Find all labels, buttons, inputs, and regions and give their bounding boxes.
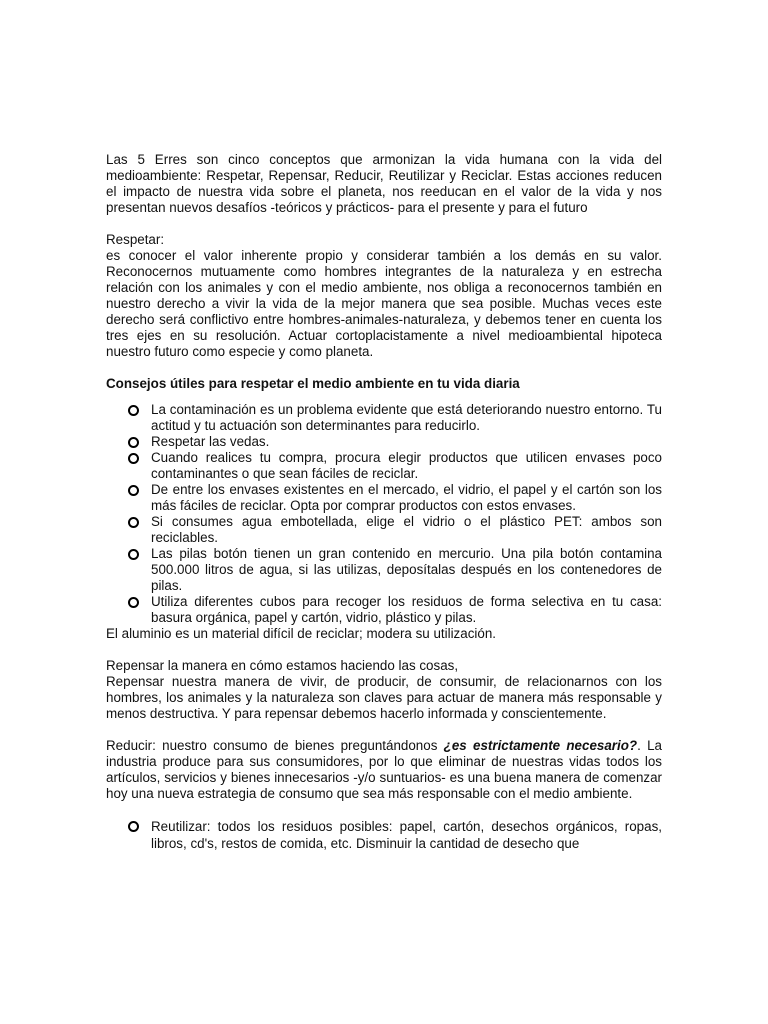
list-item: Respetar las vedas.	[106, 434, 662, 450]
consejos-heading: Consejos útiles para respetar el medio ambiente en tu vida diaria	[106, 376, 520, 391]
respetar-label: Respetar:	[106, 232, 165, 247]
circle-bullet-icon	[128, 549, 139, 560]
circle-bullet-icon	[128, 405, 139, 416]
list-item: Reutilizar: todos los residuos posibles: papel, cartón, desechos orgánicos, ropas, libros, cd's, restos de comida, etc. Disminuir la cantidad de desecho que	[106, 818, 662, 852]
circle-bullet-icon	[128, 485, 139, 496]
list-item: La contaminación es un problema evidente que está deteriorando nuestro entorno. Tu actitud y tu actuación son determinantes para reducirlo.	[106, 402, 662, 434]
repensar-body: Repensar nuestra manera de vivir, de producir, de consumir, de relacionarnos con los hombres, los animales y la naturaleza son claves para actuar de manera más responsable y menos destructiva. Y para repensar debemos hacerlo informada y conscientemente.	[106, 674, 662, 721]
reutilizar-list	[106, 818, 662, 852]
circle-bullet-icon	[128, 453, 139, 464]
list-item: De entre los envases existentes en el mercado, el vidrio, el papel y el cartón son los más fáciles de reciclar. Opta por comprar productos con estos envases.	[106, 482, 662, 514]
intro-paragraph: Las 5 Erres son cinco conceptos que armonizan la vida humana con la vida del medioambiente: Respetar, Repensar, Reducir, Reutilizar y Reciclar. Estas acciones reducen el impacto de nuestra vida sobre el planeta, nos reeducan en el valor de la vida y nos presentan nuevos desafíos -teóricos y prácticos- para el presente y para el futuro	[106, 152, 662, 215]
circle-bullet-icon	[128, 597, 139, 608]
consejos-list	[106, 402, 662, 626]
list-item: Cuando realices tu compra, procura elegir productos que utilicen envases poco contaminantes o que sean fáciles de reciclar.	[106, 450, 662, 482]
circle-bullet-icon	[128, 517, 139, 528]
document-page	[106, 152, 662, 852]
aluminio-note: El aluminio es un material difícil de reciclar; modera su utilización.	[106, 626, 496, 641]
repensar-line: Repensar la manera en cómo estamos haciendo las cosas,	[106, 658, 459, 673]
reducir-question: ¿es estrictamente necesario?	[443, 738, 638, 753]
reducir-paragraph: Reducir: nuestro consumo de bienes preguntándonos ¿es estrictamente necesario?. La industria produce para sus consumidores, por lo que eliminar de nuestras vidas todos los artículos, servicios y bienes innecesarios -y/o suntuarios- es una buena manera de comenzar hoy una nueva estrategia de consumo que sea más responsable con el medio ambiente.	[106, 738, 662, 801]
circle-bullet-icon	[128, 437, 139, 448]
list-item: Las pilas botón tienen un gran contenido en mercurio. Una pila botón contamina 500.000 litros de agua, si las utilizas, deposítalas después en los contenedores de pilas.	[106, 546, 662, 594]
list-item: Utiliza diferentes cubos para recoger los residuos de forma selectiva en tu casa: basura orgánica, papel y cartón, vidrio, plástico y pilas.	[106, 594, 662, 626]
respetar-body: es conocer el valor inherente propio y considerar también a los demás en su valor. Reconocernos mutuamente como hombres integrantes de la naturaleza y en estrecha relación con los animales y con el medio ambiente, nos obliga a reconocernos también en nuestro derecho a vivir la vida de la mejor manera que sea posible. Muchas veces este derecho será conflictivo entre hombres-animales-naturaleza, y debemos tener en cuenta los tres ejes en su resolución. Actuar cortoplacistamente a nivel medioambiental hipoteca nuestro futuro como especie y como planeta.	[106, 248, 662, 359]
list-item: Si consumes agua embotellada, elige el vidrio o el plástico PET: ambos son reciclables.	[106, 514, 662, 546]
circle-bullet-icon	[128, 821, 139, 832]
